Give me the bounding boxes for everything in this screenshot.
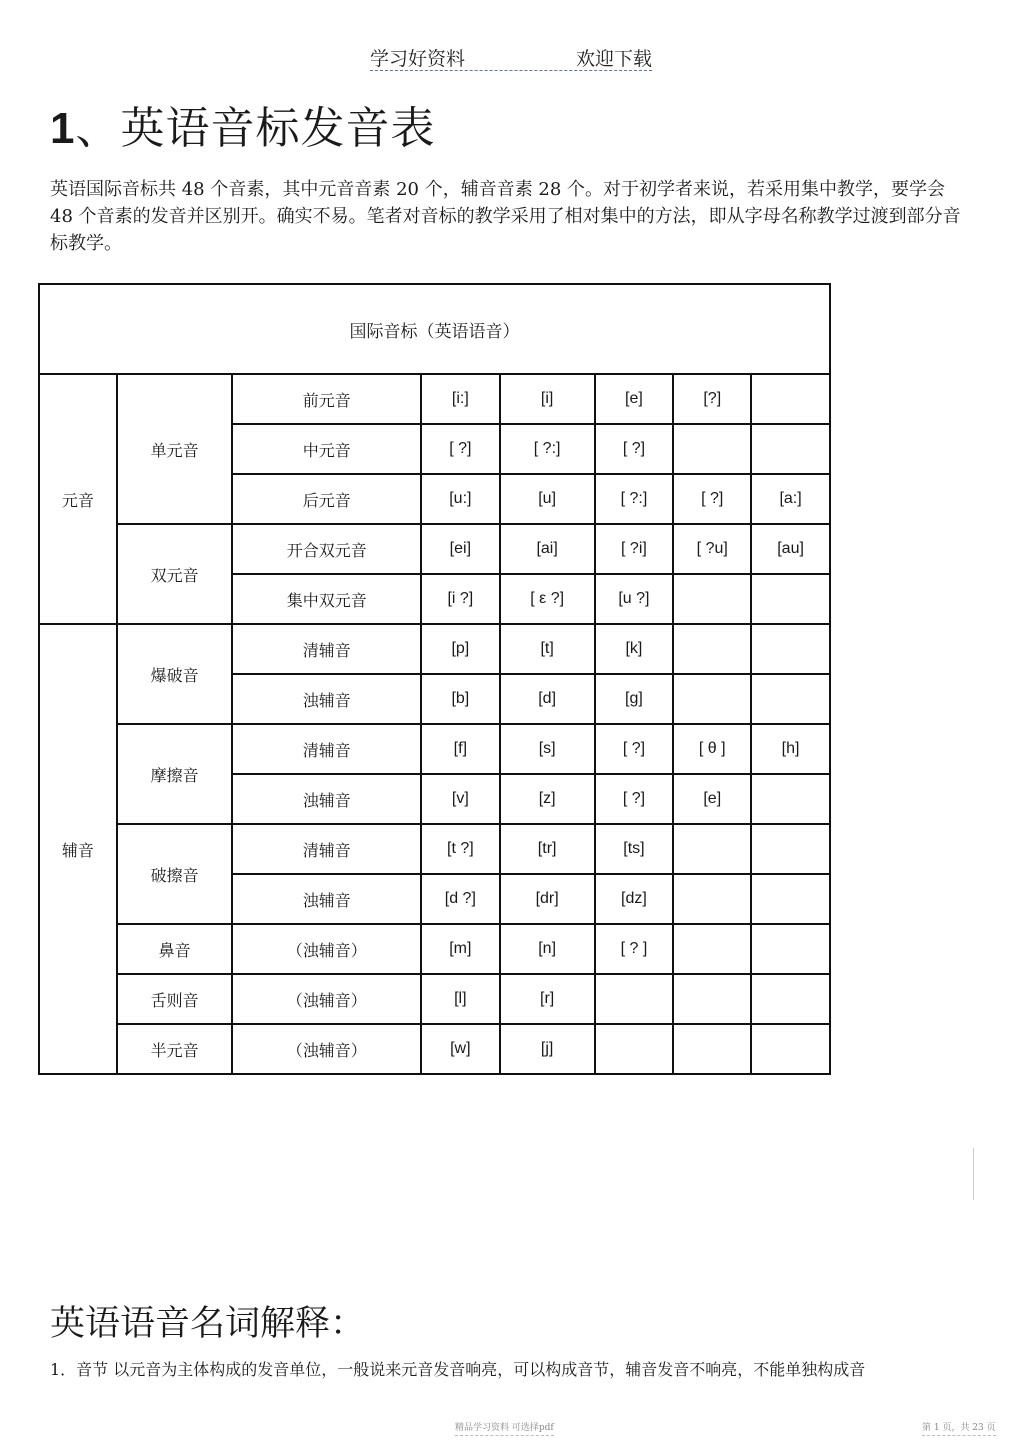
row-label: 浊辅音 [232,674,420,724]
phoneme-cell: [d] [500,674,595,724]
section-heading: 英语语音名词解释： [50,1304,366,1344]
phoneme-cell: [z] [500,774,595,824]
phoneme-cell: [ θ ] [673,724,751,774]
phoneme-cell [673,574,751,624]
phoneme-cell: [ts] [595,824,674,874]
phoneme-cell: [au] [751,524,830,574]
row-label: （浊辅音） [232,1024,420,1074]
phoneme-cell [751,674,830,724]
phoneme-cell [751,924,830,974]
phoneme-cell: [u] [500,474,595,524]
page-header [370,44,652,71]
intro-paragraph: 英语国际音标共 48 个音素，其中元音音素 20 个，辅音音素 28 个。对于初学者来说，若采用集中教学，要学会 48 个音素的发音并区别开。确实不易。笔者对音标的教学采用了相对集中的方法，即从字母名称教学过渡到部分音标教学。 [50,179,961,254]
row-label: 清辅音 [232,624,420,674]
phoneme-cell: [h] [751,724,830,774]
row-label: 前元音 [232,374,420,424]
consonant-category: 辅音 [39,624,117,1074]
phoneme-cell [751,874,830,924]
phoneme-cell: [ ?:] [500,424,595,474]
group-lateral: 舌则音 [117,974,233,1024]
phoneme-cell: [u ?] [595,574,674,624]
phoneme-cell [673,624,751,674]
phoneme-cell: [w] [421,1024,500,1074]
vowel-category: 元音 [39,374,117,624]
group-nasal: 鼻音 [117,924,233,974]
phoneme-cell: [n] [500,924,595,974]
group-semivowel: 半元音 [117,1024,233,1074]
phoneme-cell [673,824,751,874]
phoneme-cell [751,824,830,874]
row-label: 中元音 [232,424,420,474]
phoneme-cell: [e] [673,774,751,824]
phoneme-cell: [p] [421,624,500,674]
phoneme-cell: [g] [595,674,674,724]
phoneme-cell [751,974,830,1024]
phoneme-cell: [m] [421,924,500,974]
phoneme-cell: [r] [500,974,595,1024]
phoneme-cell: [v] [421,774,500,824]
phoneme-cell: [ ?u] [673,524,751,574]
row-label: 清辅音 [232,824,420,874]
table-row [39,724,830,774]
phoneme-cell: [f] [421,724,500,774]
phoneme-cell: [ ? ] [595,924,674,974]
phoneme-cell: [dr] [500,874,595,924]
phoneme-cell: [l] [421,974,500,1024]
phoneme-cell: [k] [595,624,674,674]
phoneme-cell: [i ?] [421,574,500,624]
phoneme-cell [595,1024,674,1074]
phoneme-cell: [e] [595,374,674,424]
table-row [39,924,830,974]
margin-rule [973,1148,974,1200]
footer-left-text: 精品学习资料 可选择pdf [455,1420,554,1436]
phoneme-cell [751,424,830,474]
group-monophthong: 单元音 [117,374,233,524]
header-right-text: 欢迎下载 [575,48,652,70]
phoneme-cell [673,974,751,1024]
phoneme-cell [595,974,674,1024]
row-label: （浊辅音） [232,924,420,974]
phoneme-cell: [j] [500,1024,595,1074]
group-affricate: 破擦音 [117,824,233,924]
group-plosive: 爆破音 [117,624,233,724]
phoneme-cell: [ ?i] [595,524,674,574]
phoneme-cell: [i:] [421,374,500,424]
footer-page-number: 第 1 页，共 23 页 [922,1420,996,1436]
title-text: 、英语音标发音表 [75,103,436,154]
row-label: 开合双元音 [232,524,420,574]
phoneme-cell: [d ?] [421,874,500,924]
row-label: 清辅音 [232,724,420,774]
phoneme-cell [673,874,751,924]
phoneme-cell: [ ε ?] [500,574,595,624]
row-label: 浊辅音 [232,874,420,924]
table-row [39,374,830,424]
phoneme-cell: [dz] [595,874,674,924]
phoneme-cell [673,674,751,724]
phoneme-cell: [ ?] [595,424,674,474]
phoneme-cell: [a:] [751,474,830,524]
table-row [39,974,830,1024]
phoneme-cell [751,624,830,674]
table-row [39,624,830,674]
phoneme-cell [751,374,830,424]
group-fricative: 摩擦音 [117,724,233,824]
ipa-table [38,283,831,1075]
phoneme-cell: [i] [500,374,595,424]
table-row [39,524,830,574]
phoneme-cell: [ ?] [421,424,500,474]
header-left-text: 学习好资料 [370,48,466,70]
phoneme-cell [751,574,830,624]
row-label: （浊辅音） [232,974,420,1024]
phoneme-cell: [u:] [421,474,500,524]
row-label: 浊辅音 [232,774,420,824]
phoneme-cell: [ ?] [595,774,674,824]
phoneme-cell: [ ?] [595,724,674,774]
table-caption: 国际音标（英语语音） [39,284,830,374]
phoneme-cell [673,1024,751,1074]
phoneme-cell: [t] [500,624,595,674]
row-label: 后元音 [232,474,420,524]
phoneme-cell [751,1024,830,1074]
table-row [39,824,830,874]
phoneme-cell: [?] [673,374,751,424]
phoneme-cell [673,924,751,974]
group-diphthong: 双元音 [117,524,233,624]
phoneme-cell [751,774,830,824]
term-definition: 1．音节 以元音为主体构成的发音单位，一般说来元音发音响亮，可以构成音节，辅音发音不响亮，不能单独构成音 [50,1360,866,1379]
title-number: 1 [50,104,76,153]
phoneme-cell: [t ?] [421,824,500,874]
page-title [50,92,435,156]
phoneme-cell: [ ?] [673,474,751,524]
phoneme-cell: [ ?:] [595,474,674,524]
phoneme-cell [673,424,751,474]
row-label: 集中双元音 [232,574,420,624]
phoneme-cell: [ei] [421,524,500,574]
phoneme-cell: [tr] [500,824,595,874]
table-row [39,1024,830,1074]
phoneme-cell: [s] [500,724,595,774]
phoneme-cell: [b] [421,674,500,724]
phoneme-cell: [ai] [500,524,595,574]
